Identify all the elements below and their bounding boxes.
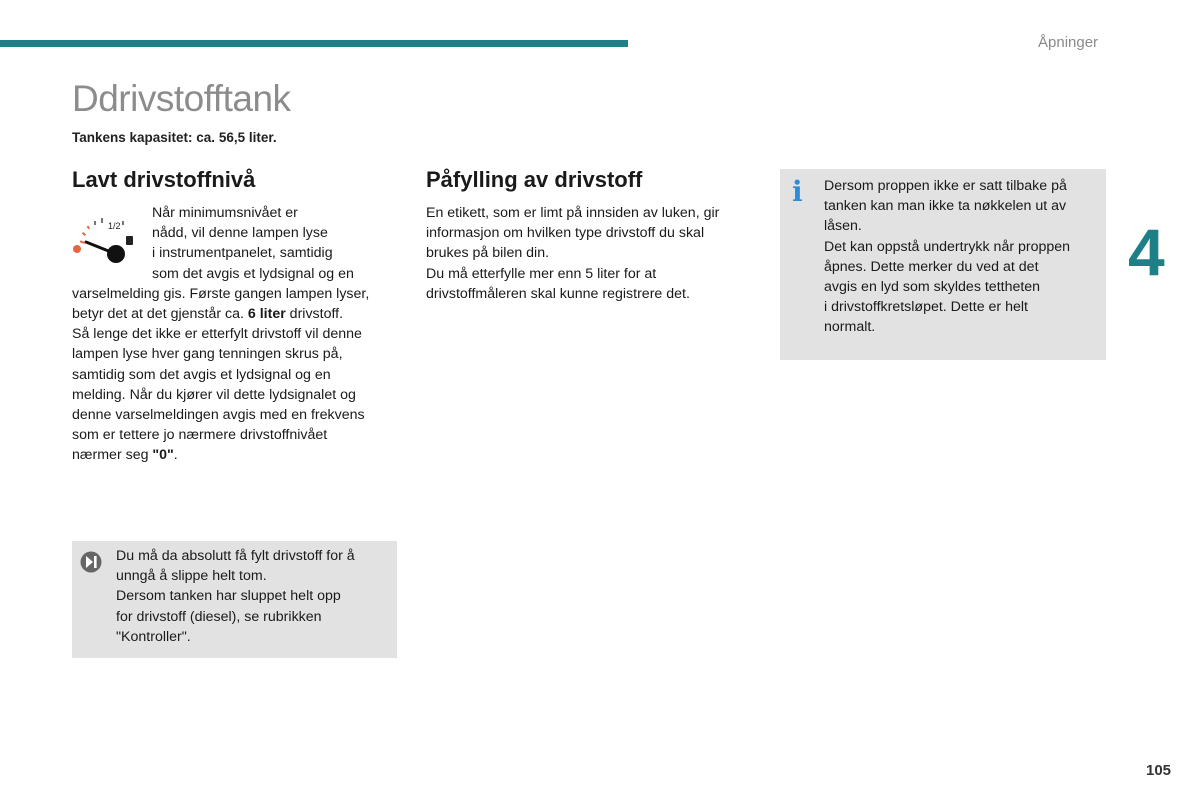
text-line: som det avgis et lydsignal og en: [152, 265, 354, 282]
low-fuel-text: [72, 203, 402, 466]
text-line: som er tettere jo nærmere drivstoffnivået: [72, 427, 328, 444]
text-line: avgis en lyd som skyldes tettheten: [824, 279, 1041, 296]
text-line: normalt.: [824, 319, 876, 336]
info-text: [824, 176, 1104, 338]
text-line: nærmer seg "0".: [72, 447, 178, 464]
text-line: melding. Når du kjører vil dette lydsignalet og: [72, 386, 356, 403]
text-line: informasjon om hvilken type drivstoff du skal: [426, 225, 705, 242]
text-line: brukes på bilen din.: [426, 245, 550, 262]
text-line: Du må da absolutt få fylt drivstoff for å: [116, 548, 355, 564]
section-name: Åpninger: [1038, 34, 1099, 51]
text-line: unngå å slippe helt tom.: [116, 568, 267, 585]
text-line: for drivstoff (diesel), se rubrikken: [116, 608, 322, 625]
text-line: åpnes. Dette merker du ved at det: [824, 258, 1039, 275]
refuel-heading: Påfylling av drivstoff: [426, 167, 643, 192]
info-icon: i: [792, 175, 803, 208]
chapter-number: 4: [1128, 215, 1165, 289]
text-line: tanken kan man ikke ta nøkkelen ut av: [824, 198, 1067, 215]
gauge-label: 1/2: [108, 221, 121, 231]
skip-forward-icon: [80, 551, 102, 573]
text-line: drivstoffmåleren skal kunne registrere det.: [426, 285, 690, 302]
text-line: Du må etterfylle mer enn 5 liter for at: [426, 265, 657, 282]
text-line: Dersom proppen ikke er satt tilbake på: [824, 178, 1067, 194]
text-line: Når minimumsnivået er: [152, 205, 298, 221]
tank-capacity-note: Tankens kapasitet: ca. 56,5 liter.: [72, 130, 277, 145]
text-line: betyr det at det gjenstår ca. 6 liter drivstoff.: [72, 306, 344, 323]
text-line: Så lenge det ikke er etterfylt drivstoff vil denne: [72, 326, 362, 343]
text-line: nådd, vil denne lampen lyse: [152, 225, 328, 242]
text-line: En etikett, som er limt på innsiden av luken, gir: [426, 205, 720, 221]
text-line: "Kontroller".: [116, 628, 191, 645]
text-line: Dersom tanken har sluppet helt opp: [116, 588, 341, 605]
text-line: i instrumentpanelet, samtidig: [152, 245, 333, 262]
text-line: i drivstoffkretsløpet. Dette er helt: [824, 299, 1028, 316]
header-accent-rule: [0, 40, 628, 47]
text-line: lampen lyse hver gang tenningen skrus på,: [72, 346, 343, 363]
page-title: Ddrivstofftank: [72, 78, 291, 119]
info-box: [780, 169, 1106, 360]
warning-box: [72, 541, 397, 658]
refuel-text: [426, 203, 756, 304]
text-line: samtidig som det avgis et lydsignal og en: [72, 366, 331, 383]
warning-text: [116, 546, 391, 647]
low-fuel-heading: Lavt drivstoffnivå: [72, 167, 256, 192]
text-line: varselmelding gis. Første gangen lampen lyser,: [72, 285, 370, 302]
text-line: Det kan oppstå undertrykk når proppen: [824, 238, 1071, 255]
page-number: 105: [1146, 762, 1172, 779]
text-line: låsen.: [824, 218, 862, 235]
text-line: denne varselmeldingen avgis med en frekvens: [72, 407, 365, 424]
